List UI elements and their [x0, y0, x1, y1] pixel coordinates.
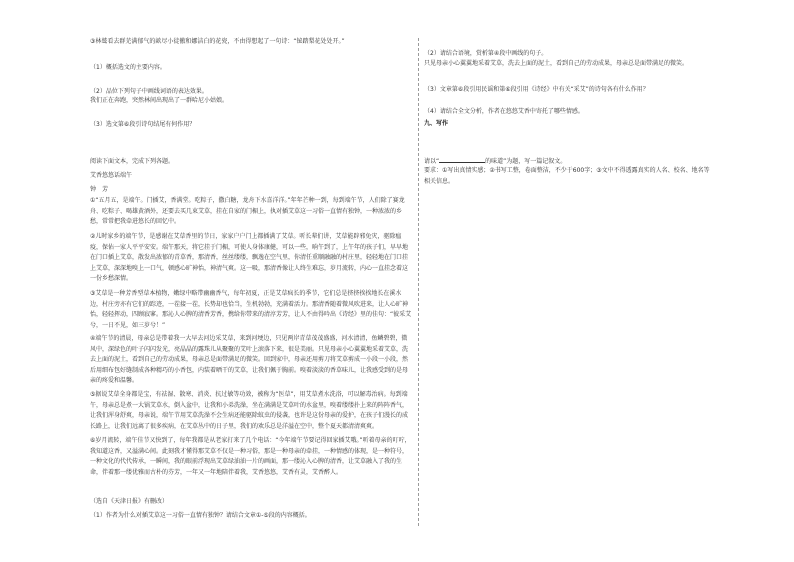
article-source: （选自《天津日报》有删改） [90, 498, 169, 505]
paragraph-1: ①“五月五，是端午。门插艾，香满堂。吃粽子，撒白糖，龙舟下水喜洋洋。”年年芒种一到，每到端午节，人们除了赛龙舟、吃粽子、喝雄黄酒外，还要去买几束艾草，挂在自家的门楣上，执对插艾草这一习俗一直情有独钟，一种浓浓的乡愁，常常把我牵进悠长的回忆中。 [90, 197, 405, 225]
essay-prompt [424, 157, 566, 165]
question-3-line: ③林鹫看去群芜满郁气的畝尽小徒徼和娜洁白的花瓷，不由得想起了一句诗：“铋踏梨花处处开。” [90, 38, 345, 45]
paragraph-5: ⑤据说艾草全身都是宝，有祛湿、散寒、消炎、抗过敏等功效，被称为“医草”，用艾草煮水洗浴，可以解毒治病。每到端午，母亲总是煮一大锅艾草水，倒入盆中，让我和小弟洗澡，坐在满满是艾草叶的水盆里，嗅着缕缕扑上来的阵阵香气，让我们浑身舒爽，母亲说，端午节用艾草洗澡不会生病还能驱除蚊虫的侵袭，也许是这份母亲的爱护，在孩子们漫长的成长路上，让我们远离了很多疾病，在艾草丛中的日子里，我们的欢乐总是洋溢在空中，整个夏天都清清爽爽。 [90, 391, 409, 430]
question-1: （1）概括选文的主要内容。 [90, 64, 166, 71]
question-2-prompt: （2）品位下列句子中画线词语的表达效果。 [90, 88, 208, 95]
question-2-sentence: 我们正在奔跑，突然林间出现出了一群哈尼小姑娘。 [90, 97, 229, 104]
right-question-3: （3）文章第⑥段引用民谣和第⑥段引用《诗经》中有关“采艾”的诗句各有什么作用？ [424, 86, 649, 93]
essay-prompt-prefix: 请以“ [424, 158, 440, 165]
right-question-2: （2）请结合语境，赏析第④段中画线的句子。 [424, 50, 548, 57]
final-question: （1）作者为什么对插艾草这一习俗一直情有独钟？请结合文章①-⑤段的内容概括。 [90, 512, 311, 519]
article-title: 艾香悠悠话端午 [90, 172, 133, 179]
essay-title-blank [439, 157, 485, 163]
paragraph-4: ④端午节的清晨，母亲总是带着我一大早去河边采艾草，来到河埂边，只见两岸青草茂茂盛盛，河水清清，鱼鳞碧碧，微风中，深绿色的叶子闪闪发光，亮晶晶的露珠儿从聚聚的艾叶上滚落下来，很是美丽。只见母亲小心翼翼地采着艾草，洗去上面的泥土，看到自己的劳动成果，母亲总是面带满足的微笑。回到家中，母亲还用剪刀将艾草剪成一小段一小段，然后用细布包好缝制成各种精巧的小香包，内装着晒干的艾草，让我们佩于胸前。嗅着淡淡的香草味儿，让我感受到的是母亲的疼爱和温馨。 [90, 335, 409, 384]
essay-prompt-suffix: 的味道”为题，写一篇记叙文。 [485, 158, 567, 165]
section-9-heading: 九、写作 [424, 120, 449, 127]
reading-intro: 阅读下面文本，完成下列各题。 [90, 158, 175, 165]
paragraph-2: ②儿时家乡的端午节，是感谢在艾草香里的节日，家家户户门上都插满了艾草。听长辈们讲，艾草能辟邪免灾，驱除瘟疫，保佑一家人平平安安。端午那天，将它挂于门楣，可使人身体康健，可以一些，晌午到了，上午年的孩子们，早早地在门口插上艾草，散发出浓郁的青草香，那清香，丝丝缕缕，飘逸在空气里，你清任重顺融融的村庄里，轻轻地在门口挂上艾草，深深地嗅上一口气，顿感心旷神怡，神清气爽。这一吸，那清香像让人终生难忘，岁月流转，内心一直挂念着这一份乡愁深情。 [90, 233, 409, 282]
article-author: 钟 芳 [90, 186, 109, 193]
column-divider [418, 38, 419, 526]
essay-requirements: 要求：①写出真情实感；②书写工整，卷面整洁，不少于600字；③文中不得透露真实的人名、校名、地名等相关信息。 [424, 167, 710, 185]
paragraph-6: ⑥岁月流转，端午佳节又快到了，每年我都是从老家打来了几个电话：“今年端午节要记得回家插艾哦。”听着母亲的叮咛，我知道这香，又溢满心间。此刻我才懂得那艾草不仅是一种习俗，那是一种母亲的牵挂，一种情感的体现，是一种符号，一种文化的代代传承，一瞬间，我的眼前浮现出艾草绿油油一片的画面，那一缕沁入心脾的清香，让艾草融入了我的生命，伴着那一缕优雅而古朴的芬芳，一年又一年地陪伴着我，艾香悠悠，艾香有灵，艾香醉人。 [90, 437, 411, 476]
paragraph-3: ③艾草是一种芳香型草本植物，嫩绿中略带幽幽香气，每年初夏，正是艾草疯长的季节，它们总是挤挤挨挨地长在溪水边，村庄旁亦有它们的踪迹，一茬接一茬，长势却也恰当，生机勃勃，充满着活力。那清香随着微风吹进来，让人心旷神怡，轻轻挥动，四顾寂寥。那沁人心脾的清香芳香，携给你带来的清淳芳芳，让人不由得吟出《诗经》里的佳句：“彼采艾兮，一日不见，如三岁兮！” [90, 290, 412, 329]
right-question-4: （4）请结合全文分析，作者在悠悠艾香中寄托了哪些情感。 [424, 108, 584, 115]
question-3: （3）选文第⑥段引诗句结尾有何作用？ [90, 121, 196, 128]
right-question-2-quote: 只见母亲小心翼翼地采着艾草，洗去上面的泥土，看到自己的劳动成果，母亲总是面带满足的微笑。 [424, 60, 689, 67]
